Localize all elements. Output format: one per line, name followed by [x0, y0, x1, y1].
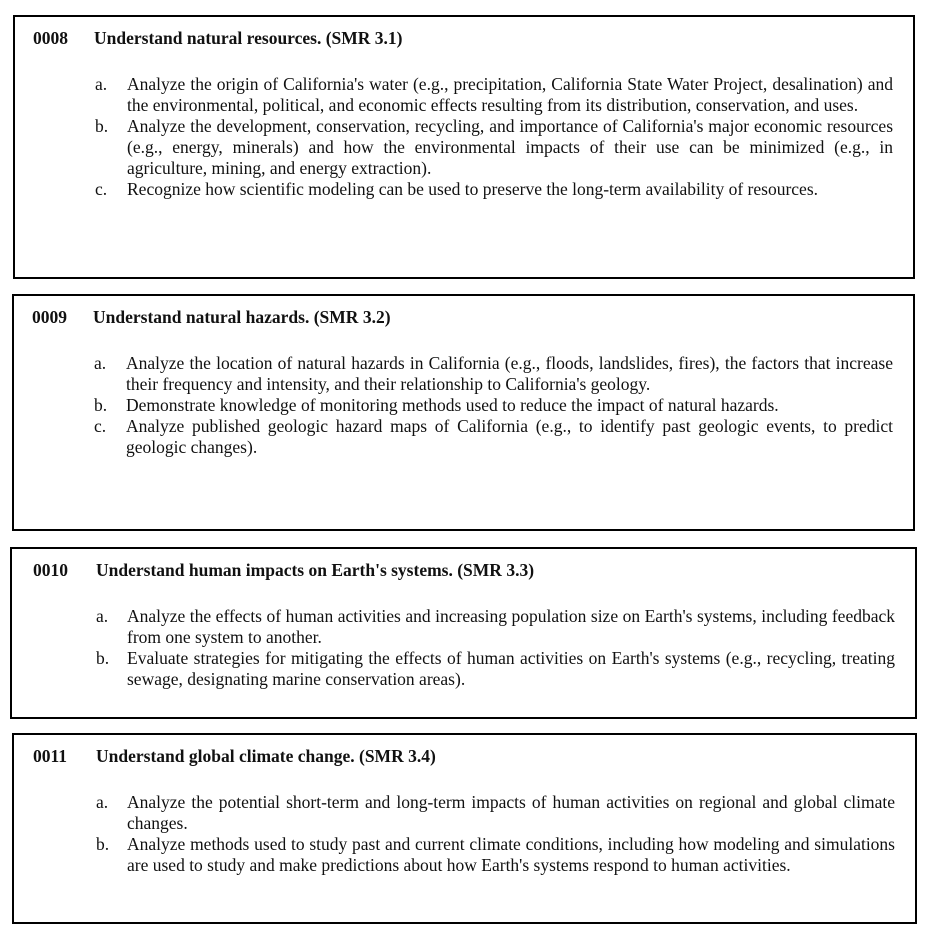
item-label: b. — [95, 116, 109, 136]
objective-item — [14, 834, 915, 876]
objective-list — [15, 74, 913, 200]
objective-list — [12, 606, 915, 690]
item-text: Evaluate strategies for mitigating the effects of human activities on Earth's systems (e.g., recycling, treating sewage, designating marine conservation areas). — [127, 648, 895, 689]
section-title: Understand global climate change. (SMR 3.4) — [96, 746, 436, 766]
item-text: Recognize how scientific modeling can be used to preserve the long-term availability of resources. — [127, 179, 819, 199]
objective-item — [14, 416, 913, 458]
item-label: b. — [96, 648, 110, 668]
section-code: 0008 — [33, 28, 68, 48]
section-code: 0009 — [32, 307, 67, 327]
item-text: Analyze the origin of California's water (e.g., precipitation, California State Water Project, desalination) and the environmental, political, and economic effects resulting from its distribution, conservation, and uses. — [127, 74, 893, 115]
section-code: 0011 — [33, 746, 68, 766]
objective-item — [12, 648, 915, 690]
item-label: a. — [95, 74, 108, 94]
section-title: Understand human impacts on Earth's systems. (SMR 3.3) — [96, 560, 535, 580]
section-header — [12, 558, 915, 582]
item-label: a. — [94, 353, 107, 373]
section-code: 0010 — [33, 560, 68, 580]
objective-item — [15, 74, 913, 116]
section-title: Understand natural resources. (SMR 3.1) — [94, 28, 403, 48]
item-text: Analyze methods used to study past and current climate conditions, including how modeling and simulations are used to study and make predictions about how Earth's systems respond to human activities. — [127, 834, 895, 875]
objective-item — [14, 395, 913, 416]
objective-item — [15, 116, 913, 179]
item-text: Analyze the potential short-term and long-term impacts of human activities on regional and global climate changes. — [127, 792, 895, 833]
item-label: b. — [96, 834, 110, 854]
item-text: Analyze the development, conservation, recycling, and importance of California's major economic resources (e.g., energy, minerals) and how the environmental impacts of their use can be minimized (e.g., in agriculture, mining, and energy extraction). — [127, 116, 893, 178]
item-label: c. — [95, 179, 108, 199]
section-0010-box — [10, 547, 917, 719]
section-title: Understand natural hazards. (SMR 3.2) — [93, 307, 391, 327]
section-header — [14, 305, 913, 329]
section-0011-box — [12, 733, 917, 924]
section-0009-box — [12, 294, 915, 531]
objective-list — [14, 353, 913, 458]
item-text: Demonstrate knowledge of monitoring methods used to reduce the impact of natural hazards. — [126, 395, 779, 415]
item-text: Analyze the location of natural hazards in California (e.g., floods, landslides, fires), the factors that increase their frequency and intensity, and their relationship to California's geology. — [126, 353, 893, 394]
objective-item — [14, 353, 913, 395]
objective-item — [15, 179, 913, 200]
item-label: a. — [96, 792, 109, 812]
item-label: c. — [94, 416, 107, 436]
item-text: Analyze the effects of human activities and increasing population size on Earth's systems, including feedback from one system to another. — [127, 606, 895, 647]
section-header — [14, 744, 915, 768]
objective-list — [14, 792, 915, 876]
item-label: a. — [96, 606, 109, 626]
section-0008-box — [13, 15, 915, 279]
objective-item — [12, 606, 915, 648]
objective-item — [14, 792, 915, 834]
item-text: Analyze published geologic hazard maps of California (e.g., to identify past geologic events, to predict geologic changes). — [126, 416, 893, 457]
section-header — [15, 26, 913, 50]
item-label: b. — [94, 395, 108, 415]
